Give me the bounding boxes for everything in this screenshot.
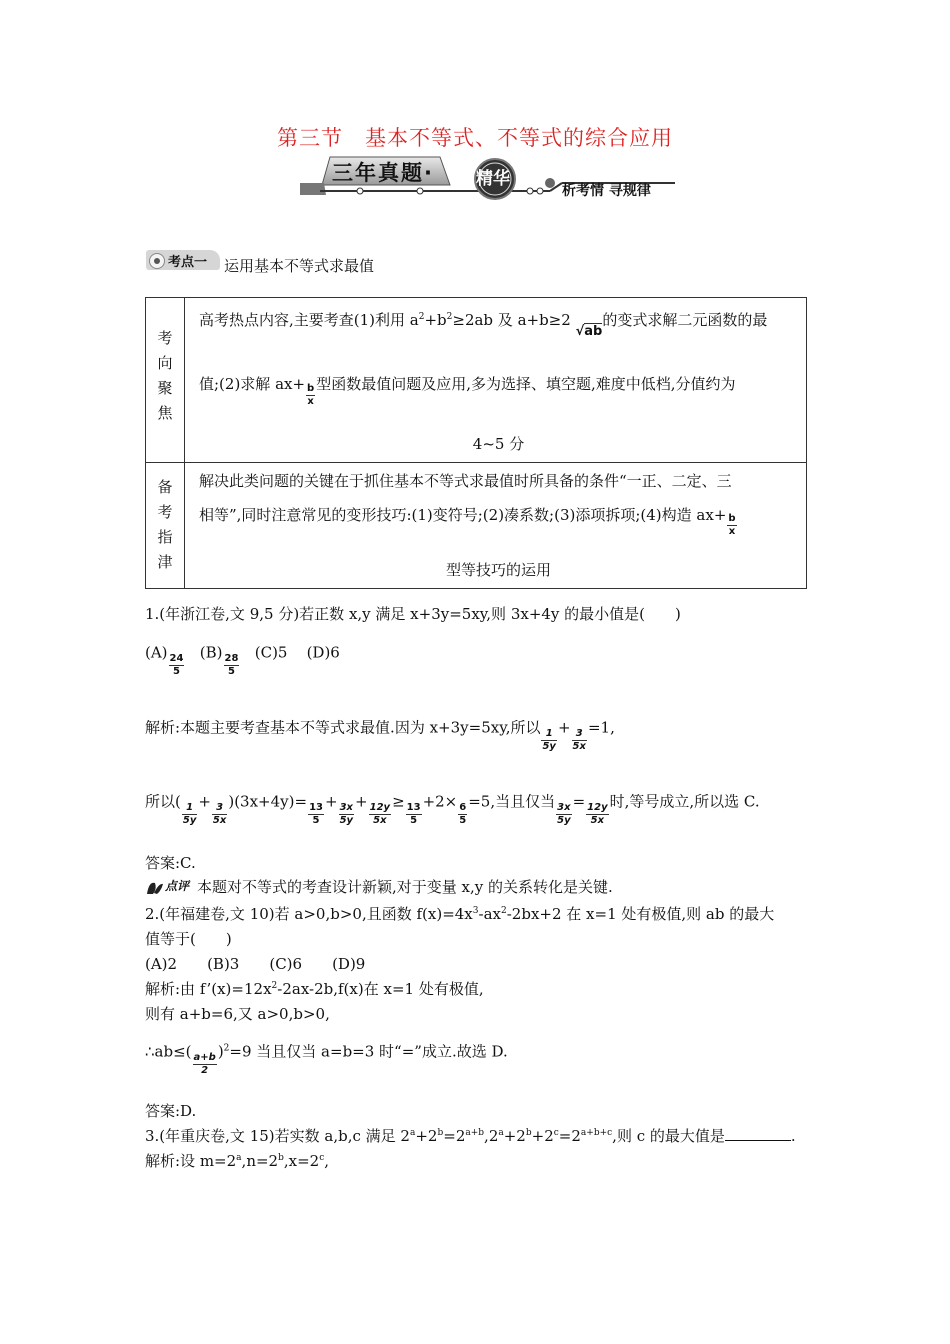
q2-answer: 答案:D. <box>145 1102 197 1120</box>
info-table <box>145 297 807 589</box>
page-title: 第三节 基本不等式、不等式的综合应用 <box>277 126 673 150</box>
q1-solution-line2: 所以( $\frac{1}{5y}$ + $\frac{3}{5x}$ )(3x+4y)= $\frac{13}{5}$ + $\frac{3x}{5y}$ + $\frac{12y}{5x}$ ≥ $\frac{13}{5}$ +2× $\frac{6}{5}$ =5,当且仅当 $\frac{3x}{5y}$ = $\frac{12y}{5x}$ 时,等号成立,所以选 C. <box>145 792 760 826</box>
badge-label: 考点一 <box>168 255 208 270</box>
banner-seal-text: 精华 <box>476 169 510 189</box>
row-label-focus: 考 向 聚 焦 <box>146 298 185 463</box>
q1-stem: 1.(年浙江卷,文 9,5 分)若正数 x,y 满足 x+3y=5xy,则 3x+4y 的最小值是( ) <box>145 605 681 623</box>
answer-blank <box>725 1126 791 1141</box>
row-body-focus: 高考热点内容,主要考查(1)利用 $a^2+b^2\ge 2ab$ 及 a+b≥2 √ab的变式求解二元函数的最 值;(2)求解 ax+ $\frac{b}{x}$ 型函数最值问题及应用,多为选择、填空题,难度中低档,分值约为 4~5 分 <box>185 298 807 463</box>
row-label-guide: 备 考 指 津 <box>146 462 185 589</box>
row-body-guide: 解决此类问题的关键在于抓住基本不等式求最值时所具备的条件“一正、二定、三 相等”,同时注意常见的变形技巧:(1)变符号;(2)凑系数;(3)添项拆项;(4)构造 ax+ $\frac{b}{x}$ 型等技巧的运用 <box>185 462 807 589</box>
q1-solution-line1: 解析:本题主要考查基本不等式求最值.因为 x+3y=5xy,所以 $\frac{1}{5y}$ + $\frac{3}{5x}$ =1, <box>145 718 615 752</box>
section-badge <box>146 250 220 270</box>
comment-icon: 点评 <box>145 879 191 897</box>
q3-solution: 解析:设 $m=2^a,n=2^b,x=2^c$, <box>145 1152 330 1170</box>
sqrt-symbol: √ab <box>575 324 603 339</box>
q2-solution-line2: 则有 a+b=6,又 a>0,b>0, <box>145 1005 330 1023</box>
q2-stem-line2: 值等于( ) <box>145 930 232 948</box>
badge-dot-icon <box>149 253 165 269</box>
q3-stem: 3.(年重庆卷,文 15)若实数 a,b,c 满足 $2^a+2^b=2^{a+b},2^a+2^b+2^c=2^{a+b+c}$,则 c 的最大值是 . <box>145 1127 796 1145</box>
q1-answer: 答案:C. <box>145 854 196 872</box>
section-title: 运用基本不等式求最值 <box>224 257 375 275</box>
section-banner <box>300 155 680 201</box>
q1-options: (A) $\frac{24}{5}$ (B) $\frac{28}{5}$ (C)5 (D)6 <box>145 643 340 677</box>
q2-stem-line1: 2.(年福建卷,文 10)若 a>0,b>0,且函数 $f(x)=4x^3-ax^2-2bx+2$ 在 x=1 处有极值,则 ab 的最大 <box>145 905 775 923</box>
q2-options: (A)2 (B)3 (C)6 (D)9 <box>145 955 366 973</box>
q2-solution-line3: ∴ab≤( $\frac{a+b}{2}$ )$^2$=9 当且仅当 a=b=3 时“=”成立.故选 D. <box>145 1042 508 1076</box>
q2-solution-line1: 解析:由 $f’(x)=12x^2-2ax-2b,f(x)$在 x=1 处有极值, <box>145 980 484 998</box>
q1-comment: 点评 本题对不等式的考查设计新颖,对于变量 x,y 的关系转化是关键. <box>145 876 613 897</box>
banner-sub-text: 析考情 寻规律 <box>562 183 651 199</box>
banner-main-text: 三年真题· <box>332 161 434 185</box>
